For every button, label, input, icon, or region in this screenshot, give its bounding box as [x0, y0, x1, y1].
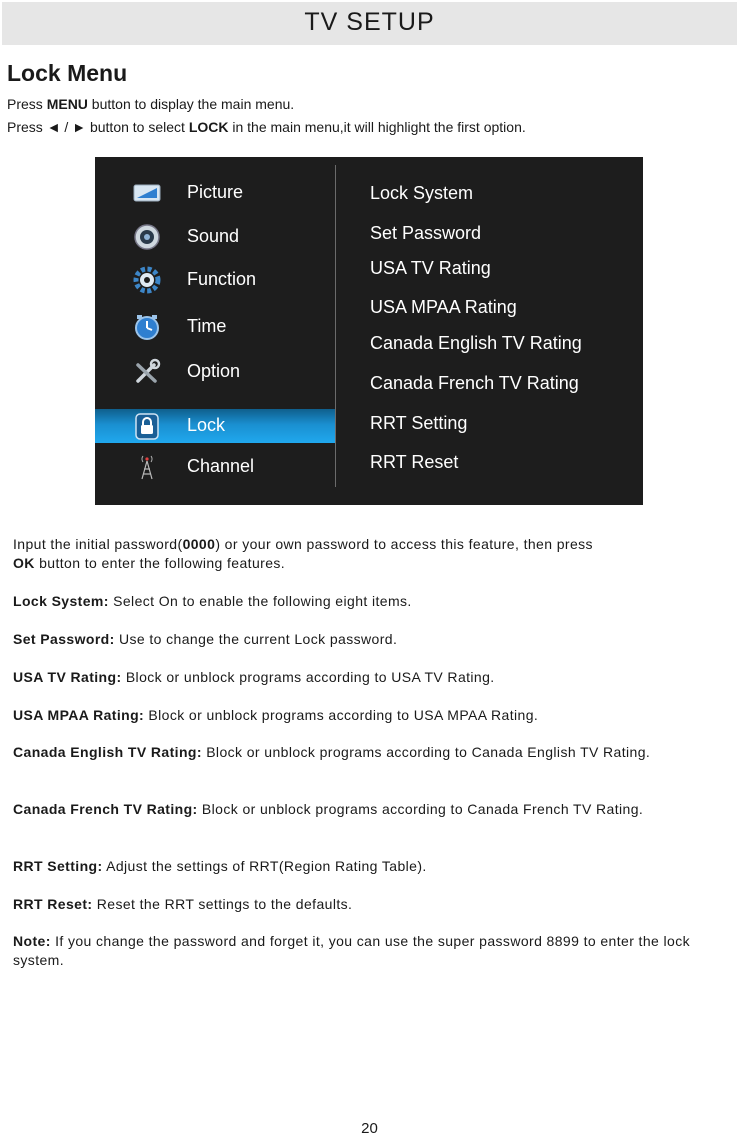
- instruction-text: Press: [7, 119, 47, 135]
- lock-option-usa-mpaa-rating[interactable]: USA MPAA Rating: [370, 297, 517, 317]
- picture-icon: [133, 179, 161, 207]
- desc-set-password: [13, 630, 713, 649]
- tv-menu-screen: [95, 157, 643, 505]
- desc-text: Adjust the settings of RRT(Region Rating Table).: [102, 858, 427, 874]
- desc-term: Canada French TV Rating:: [13, 801, 198, 817]
- intro-text: ) or your own password to access this feature, then press: [215, 536, 593, 552]
- instruction-text: in the main menu,it will highlight the first option.: [228, 119, 526, 135]
- instruction-text: button to select: [86, 119, 189, 135]
- desc-text: Block or unblock programs according to USA TV Rating.: [121, 669, 495, 685]
- desc-text: Block or unblock programs according to USA MPAA Rating.: [144, 707, 539, 723]
- lock-icon: [133, 412, 161, 440]
- desc-rrt-reset: [13, 895, 713, 914]
- arrow-keys: ◄ / ►: [46, 119, 87, 135]
- time-icon: [133, 313, 161, 341]
- menu-item-label: Time: [187, 316, 227, 336]
- menu-item-sound[interactable]: [95, 220, 335, 254]
- desc-usa-tv-rating: [13, 668, 713, 687]
- intro-text: Input the initial password(: [13, 536, 183, 552]
- desc-rrt-setting: [13, 857, 713, 876]
- desc-term: USA MPAA Rating:: [13, 707, 145, 723]
- desc-text: Block or unblock programs according to Canada English TV Rating.: [201, 744, 651, 760]
- menu-item-label: Function: [187, 269, 257, 289]
- key-lock: LOCK: [188, 119, 229, 135]
- lock-option-set-password[interactable]: Set Password: [370, 223, 482, 243]
- lock-option-lock-system[interactable]: Lock System: [370, 183, 474, 203]
- initial-password: 0000: [182, 536, 216, 552]
- desc-usa-mpaa-rating: [13, 706, 713, 725]
- lock-option-canada-french-tv-rating[interactable]: Canada French TV Rating: [370, 373, 579, 393]
- desc-term: Note:: [13, 933, 51, 949]
- instruction-text: Press: [7, 96, 47, 112]
- menu-item-time[interactable]: [95, 310, 335, 344]
- menu-divider: [335, 165, 336, 487]
- menu-item-label: Option: [187, 361, 241, 381]
- lock-option-canada-english-tv-rating[interactable]: Canada English TV Rating: [370, 333, 582, 353]
- desc-text: Reset the RRT settings to the defaults.: [92, 896, 353, 912]
- page-number: 20: [361, 1120, 378, 1137]
- key-ok: OK: [13, 555, 35, 571]
- menu-item-option[interactable]: [95, 355, 335, 389]
- intro-paragraph: [13, 535, 713, 573]
- menu-item-channel[interactable]: [95, 450, 335, 484]
- menu-item-picture[interactable]: [95, 176, 335, 210]
- menu-item-function[interactable]: [95, 263, 335, 297]
- instruction-text: button to display the main menu.: [87, 96, 295, 112]
- intro-text: button to enter the following features.: [34, 555, 286, 571]
- desc-text: If you change the password and forget it, you can use the super password 8899 to enter the lock system.: [13, 933, 690, 968]
- desc-term: RRT Setting:: [13, 858, 103, 874]
- desc-term: RRT Reset:: [13, 896, 93, 912]
- menu-item-label: Sound: [187, 226, 240, 246]
- desc-canada-french-tv-rating: [13, 800, 713, 819]
- desc-note: [13, 932, 713, 970]
- option-icon: [133, 358, 161, 386]
- desc-term: USA TV Rating:: [13, 669, 122, 685]
- menu-item-lock[interactable]: [95, 409, 335, 443]
- desc-term: Canada English TV Rating:: [13, 744, 202, 760]
- desc-term: Lock System:: [13, 593, 109, 609]
- page-header-title: TV SETUP: [304, 8, 435, 36]
- channel-icon: [133, 453, 161, 481]
- desc-term: Set Password:: [13, 631, 115, 647]
- desc-lock-system: [13, 592, 713, 611]
- desc-text: Select On to enable the following eight items.: [108, 593, 412, 609]
- menu-item-label: Picture: [187, 182, 244, 202]
- function-icon: [133, 266, 161, 294]
- lock-option-rrt-setting[interactable]: RRT Setting: [370, 413, 468, 433]
- instruction-line-1: [7, 96, 294, 112]
- instruction-line-2: [7, 119, 526, 135]
- desc-text: Block or unblock programs according to Canada French TV Rating.: [197, 801, 644, 817]
- sound-icon: [133, 223, 161, 251]
- key-menu: MENU: [46, 96, 88, 112]
- lock-option-usa-tv-rating[interactable]: USA TV Rating: [370, 258, 491, 278]
- section-title: Lock Menu: [7, 60, 128, 86]
- desc-text: Use to change the current Lock password.: [114, 631, 398, 647]
- lock-option-rrt-reset[interactable]: RRT Reset: [370, 452, 459, 472]
- header-bar: [2, 2, 737, 45]
- menu-item-label: Lock: [187, 415, 226, 435]
- desc-canada-english-tv-rating: [13, 743, 713, 762]
- menu-item-label: Channel: [187, 456, 255, 476]
